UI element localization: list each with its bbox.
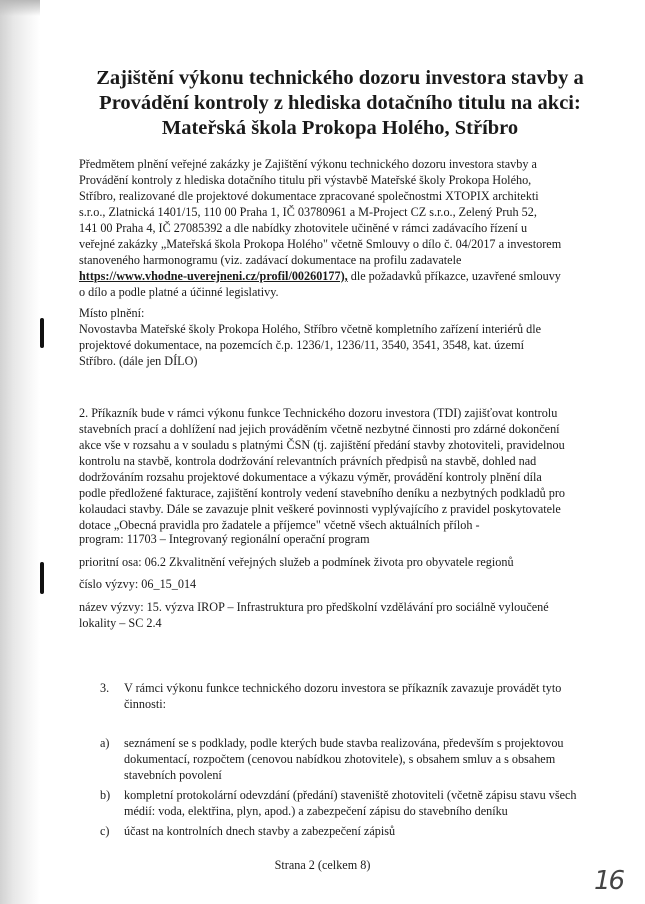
document-title bbox=[60, 66, 620, 141]
list-item-line: stavebních povolení bbox=[124, 768, 222, 782]
section-2-line: kontrolu na stavbě, kontrola dodržování relevantních právních předpisů na stavbě, dohled nad bbox=[79, 454, 537, 468]
section-2-line: podle předložené fakturace, zajištění kontroly vedení stavebního deníku a nezbytných podkladů pro bbox=[79, 486, 565, 500]
call-number-line: číslo výzvy: 06_15_014 bbox=[79, 577, 197, 591]
section-3-number: 3. bbox=[100, 681, 110, 695]
section-2-line: kolaudaci stavby. Dále se zavazuje plnit veškeré povinnosti vyplývajícího z pravidel poskytovatele bbox=[79, 502, 561, 516]
section-3-text bbox=[124, 680, 561, 712]
place-line: projektové dokumentace, na pozemcích č.p. 1236/1, 1236/11, 3540, 3541, 3548, kat. území bbox=[79, 338, 524, 352]
scan-corner-shadow bbox=[0, 0, 40, 16]
list-item-line: kompletní protokolární odevzdání (předání) staveniště zhotoviteli (včetně zápisu stavu všech bbox=[124, 788, 577, 802]
section-3-line: V rámci výkonu funkce technického dozoru investora se příkazník zavazuje provádět tyto bbox=[124, 681, 562, 695]
list-item-line: účast na kontrolních dnech stavby a zabezpečení zápisů bbox=[124, 824, 396, 838]
section-2-line: 2. Příkazník bude v rámci výkonu funkce Technického dozoru investora (TDI) zajišťovat kontrolu bbox=[79, 406, 558, 420]
call-name-line: lokality – SC 2.4 bbox=[79, 616, 162, 630]
intro-line: Provádění kontroly z hlediska dotačního titulu při výstavbě Mateřské školy Prokopa Holého, bbox=[79, 173, 532, 187]
intro-line: veřejné zakázky „Mateřská škola Prokopa Holého" včetně Smlouvy o dílo č. 04/2017 a investorem bbox=[79, 237, 562, 251]
place-line: Stříbro. (dále jen DÍLO) bbox=[79, 354, 198, 368]
intro-line: 141 00 Praha 4, IČ 27085392 a dle nabídky zhotovitele učiněné v rámci zadávacího řízení u bbox=[79, 221, 528, 235]
list-marker: c) bbox=[100, 824, 110, 838]
intro-line: stanoveného harmonogramu (viz. zadávací dokumentace na profilu zadavatele bbox=[79, 253, 462, 267]
section-2-line: akce vše v rozsahu a v souladu s platnými ČSN (tj. zajištění předání stavby zhotoviteli, pravidelnou bbox=[79, 438, 565, 452]
list-item-text bbox=[124, 787, 577, 819]
intro-line: Předmětem plnění veřejné zakázky je Zajištění výkonu technického dozoru investora stavby a bbox=[79, 157, 537, 171]
place-line: Novostavba Mateřské školy Prokopa Holého, Stříbro včetně kompletního zařízení interiérů dle bbox=[79, 322, 541, 336]
section-3-line: činnosti: bbox=[124, 697, 166, 711]
scan-edge-shadow bbox=[0, 0, 40, 904]
intro-line-rest: dle požadavků příkazce, uzavřené smlouvy bbox=[347, 269, 561, 283]
section-2-line: stavebních prací a dohlížení nad jejich prováděním včetně nezbytné činnosti pro zdárné dokončení bbox=[79, 422, 560, 436]
title-line: Mateřská škola Prokopa Holého, Stříbro bbox=[161, 117, 519, 139]
handwritten-page-number: 16 bbox=[594, 866, 624, 896]
call-name-line: název výzvy: 15. výzva IROP – Infrastruktura pro předškolní vzdělávání pro sociálně vyloučené bbox=[79, 600, 549, 614]
list-item-line: médií: voda, elektřina, plyn, apod.) a zabezpečení zápisu do stavebního deníku bbox=[124, 804, 508, 818]
profile-link[interactable]: https://www.vhodne-uverejneni.cz/profil/00260177), bbox=[79, 269, 348, 283]
punch-hole-mark bbox=[40, 562, 44, 594]
call-name bbox=[79, 599, 549, 631]
section-2-line: dotace „Obecná pravidla pro žadatele a příjemce" včetně všech aktuálních příloh - bbox=[79, 518, 480, 532]
list-item-text bbox=[124, 823, 395, 839]
list-marker: a) bbox=[100, 736, 110, 750]
section-2-paragraph bbox=[79, 405, 565, 533]
place-of-performance bbox=[79, 305, 541, 369]
program-line: program: 11703 – Integrovaný regionální operační program bbox=[79, 532, 370, 546]
place-label: Místo plnění: bbox=[79, 306, 145, 320]
title-line: Zajištění výkonu technického dozoru investora stavby a bbox=[96, 67, 584, 89]
intro-line-with-link bbox=[79, 268, 561, 284]
intro-line: s.r.o., Zlatnická 1401/15, 110 00 Praha 1, IČ 03780961 a M-Project CZ s.r.o., Zelený Pruh 52, bbox=[79, 205, 537, 219]
section-2-line: dodržováním rozsahu projektové dokumentace a výkazu výměr, provádění kontroly plnění díla bbox=[79, 470, 542, 484]
list-marker: b) bbox=[100, 788, 111, 802]
punch-hole-mark bbox=[40, 318, 44, 348]
page-footer: Strana 2 (celkem 8) bbox=[274, 858, 371, 872]
intro-line: o dílo a podle platné a účinné legislativy. bbox=[79, 285, 279, 299]
intro-paragraph bbox=[79, 156, 561, 300]
list-item-line: seznámení se s podklady, podle kterých bude stavba realizována, především s projektovou bbox=[124, 736, 564, 750]
priority-axis-line: prioritní osa: 06.2 Zkvalitnění veřejných služeb a podmínek života pro obyvatele regionů bbox=[79, 555, 514, 569]
list-item-line: dokumentací, rozpočtem (cenovou nabídkou zhotovitele), s obsahem smluv a s obsahem bbox=[124, 752, 556, 766]
intro-line: Stříbro, realizované dle projektové dokumentace zpracované společnostmi XTOPIX architekti bbox=[79, 189, 539, 203]
title-line: Provádění kontroly z hlediska dotačního titulu na akci: bbox=[99, 92, 581, 114]
list-item-text bbox=[124, 735, 564, 783]
